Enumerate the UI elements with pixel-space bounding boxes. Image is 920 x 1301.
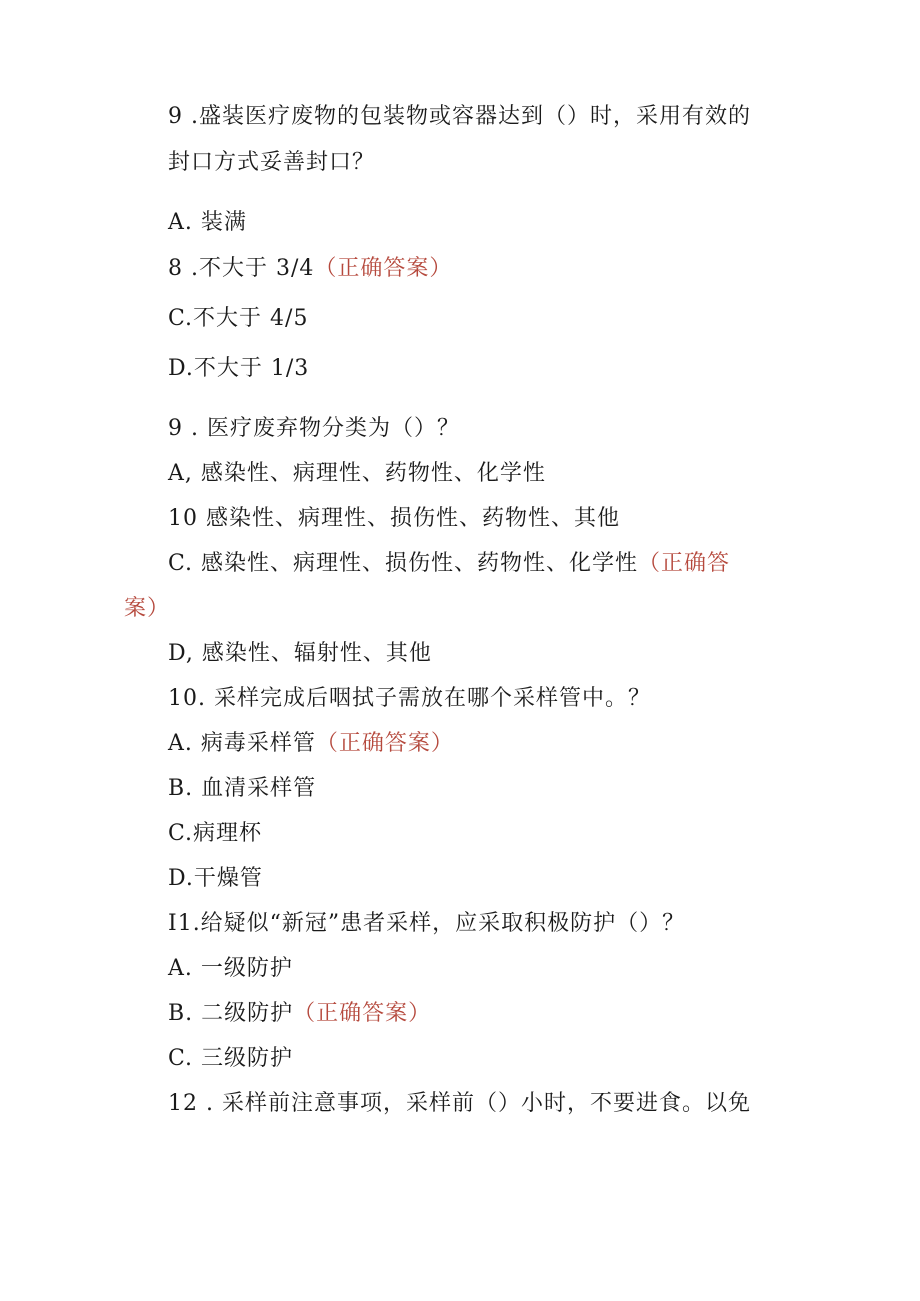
option-d: D.干燥管 <box>168 866 263 891</box>
option-a: A, 感染性、病理性、药物性、化学性 <box>168 461 546 486</box>
option-a: A. 病毒采样管（正确答案） <box>168 731 454 756</box>
question-11: I1.给疑似“新冠”患者采样，应采取积极防护（）？ <box>168 911 686 936</box>
option-c: C. 感染性、病理性、损伤性、药物性、化学性（正确答 <box>168 551 731 576</box>
option-d: D, 感染性、辐射性、其他 <box>168 641 432 666</box>
question-10: 10. 采样完成后咽拭子需放在哪个采样管中。？ <box>168 686 651 711</box>
option-b: B. 血清采样管 <box>168 776 317 801</box>
correct-answer-mark: 案） <box>124 596 171 621</box>
question-9-line-1: 9 .盛装医疗废物的包装物或容器达到（）时，采用有效的 <box>168 104 751 129</box>
option-c: C.病理杯 <box>168 821 263 846</box>
option-a: A. 装满 <box>168 210 247 235</box>
correct-answer-mark: （正确答 <box>638 551 731 576</box>
option-d: D.不大于 1/3 <box>168 356 310 381</box>
question-9-line-2: 封口方式妥善封口？ <box>168 150 376 175</box>
option-b: B. 二级防护（正确答案） <box>168 1001 432 1026</box>
correct-answer-mark: （正确答案） <box>315 731 454 756</box>
correct-answer-mark: （正确答案） <box>293 1001 432 1026</box>
correct-answer-mark: （正确答案） <box>314 256 453 281</box>
option-a: A. 一级防护 <box>168 956 293 981</box>
question-12: 12 . 采样前注意事项，采样前（）小时，不要进食。以免 <box>168 1091 751 1116</box>
option-c-continuation <box>124 594 170 624</box>
option-b: 10 感染性、病理性、损伤性、药物性、其他 <box>168 506 620 531</box>
option-b: 8 .不大于 3/4（正确答案） <box>168 256 453 281</box>
question-9b: 9 . 医疗废弃物分类为（）？ <box>168 416 460 441</box>
option-c: C. 三级防护 <box>168 1046 294 1071</box>
option-c: C.不大于 4/5 <box>168 306 309 331</box>
